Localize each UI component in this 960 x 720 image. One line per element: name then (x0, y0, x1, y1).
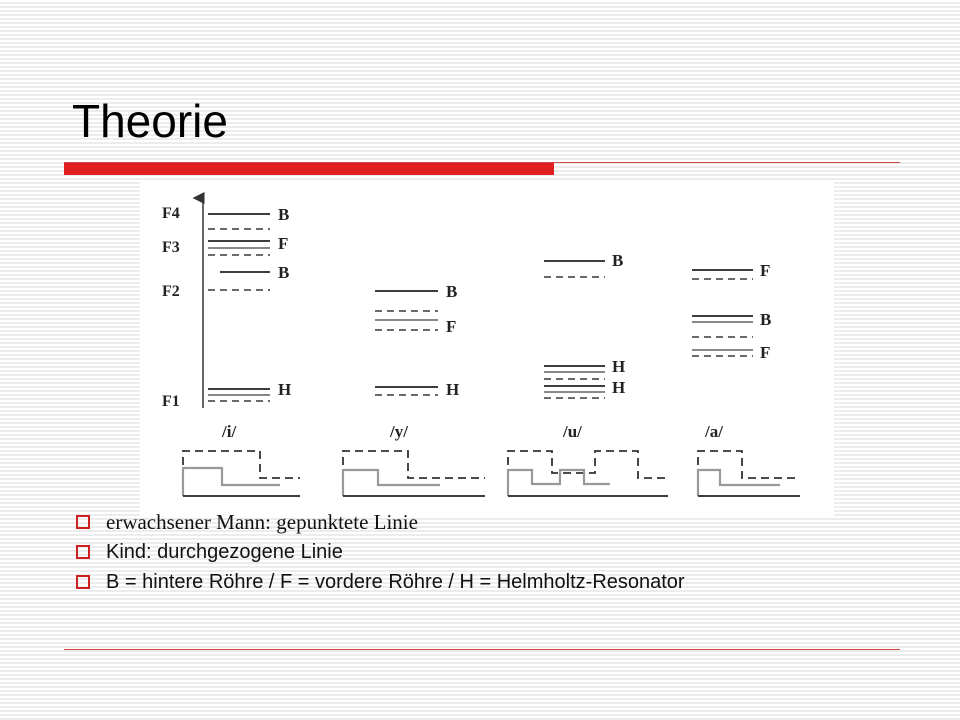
level-label: F (446, 317, 457, 336)
tube-shape-adult (698, 451, 800, 478)
level-label: H (446, 380, 460, 399)
level-label: B (760, 310, 772, 329)
level-label: F (760, 261, 771, 280)
bullet-text: B = hintere Röhre / F = vordere Röhre / H = Helmholtz-Resonator (106, 571, 685, 593)
level-label: F (278, 234, 289, 253)
level-label: B (278, 205, 290, 224)
vowel-label: /a/ (705, 422, 723, 441)
level-label: B (446, 282, 458, 301)
level-label: F (760, 343, 771, 362)
square-bullet-icon (76, 575, 90, 589)
formant-diagram (140, 180, 834, 516)
bullet-item (72, 570, 892, 594)
slide-title: Theorie (72, 95, 228, 147)
bullet-item (72, 540, 892, 564)
vowel-label: /i/ (222, 422, 237, 441)
column-a (692, 261, 800, 496)
tube-shape-child (698, 470, 780, 496)
level-label: H (278, 380, 292, 399)
level-label: B (278, 263, 290, 282)
level-label: B (612, 251, 624, 270)
column-i (183, 205, 300, 496)
tube-shape-child (183, 468, 280, 496)
bullet-list (72, 510, 892, 600)
level-label: H (612, 357, 626, 376)
bullet-item (72, 510, 892, 534)
axis-label-f2: F2 (162, 283, 180, 300)
axis-label-f3: F3 (162, 239, 180, 256)
bottom-divider (64, 649, 900, 650)
level-label: H (612, 378, 626, 397)
column-u (508, 251, 668, 496)
vowel-label: /y/ (390, 422, 408, 441)
title-accent-bar (64, 163, 554, 175)
axis-label-f4: F4 (162, 205, 180, 222)
tube-shape-adult (183, 451, 300, 478)
formant-diagram-svg (140, 180, 834, 516)
tube-shape-child (343, 470, 440, 496)
bullet-text: erwachsener Mann: gepunktete Linie (106, 510, 418, 534)
vowel-label: /u/ (563, 422, 582, 441)
bullet-text: Kind: durchgezogene Linie (106, 541, 343, 563)
column-y (343, 282, 485, 496)
square-bullet-icon (76, 545, 90, 559)
tube-shape-adult (343, 451, 485, 478)
axis-label-f1: F1 (162, 393, 180, 410)
square-bullet-icon (76, 515, 90, 529)
